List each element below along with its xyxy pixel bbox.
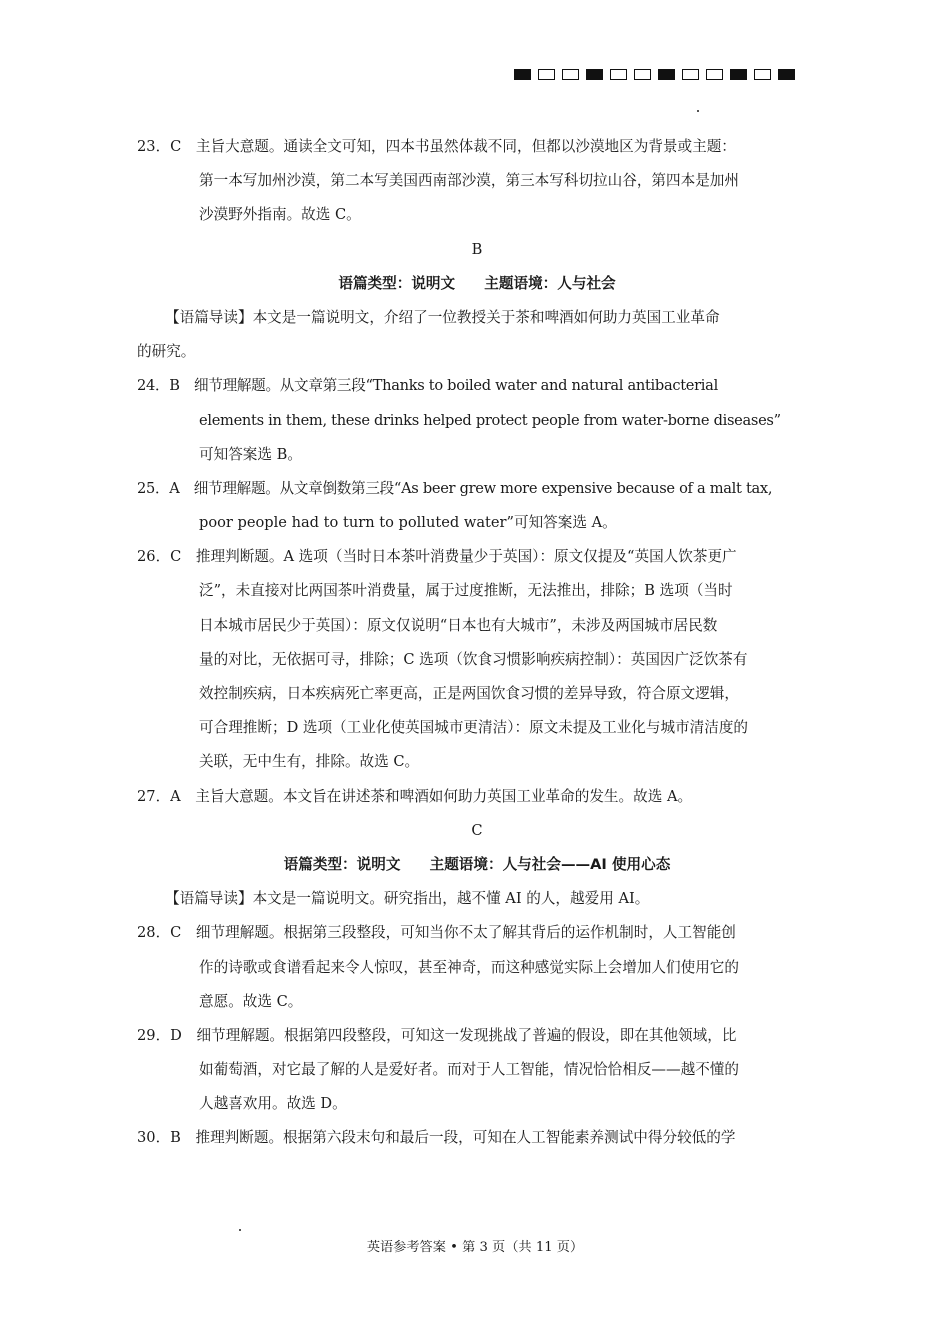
header-mark [514,69,531,80]
answer-26-line: 泛”，未直接对比两国茶叶消费量，属于过度推断，无法推出，排除；B 选项（当时 [199,582,733,600]
answer-28-line: 作的诗歌或食谱看起来令人惊叹，甚至神奇，而这种感觉实际上会增加人们使用它的 [199,958,739,976]
page-footer: 英语参考答案 • 第 3 页（共 11 页） [366,1240,584,1255]
header-mark [778,69,795,80]
answer-26-line: 可合理推断；D 选项（工业化使英国城市更清洁）：原文未提及工业化与城市清洁度的 [199,719,749,737]
header-mark [730,69,747,80]
answer-29-line: 人越喜欢用。故选 D。 [199,1095,347,1113]
answer-29-line: 29．D 细节理解题。根据第四段整段，可知这一发现挑战了普遍的假设，即在其他领域，比 [137,1026,737,1044]
section-b-heading: B [471,240,483,258]
answer-23-line: 23．C 主旨大意题。通读全文可知，四本书虽然体裁不同，但都以沙漠地区为背景或主题： [137,138,736,155]
answer-26-line: 日本城市居民少于英国）：原文仅说明“日本也有大城市”，未涉及两国城市居民数 [199,616,718,634]
section-c-heading: C [471,821,483,839]
header-mark [754,69,771,80]
answer-content [137,130,817,1156]
header-mark [586,69,603,80]
answer-26-line: 量的对比，无依据可寻，排除；C 选项（饮食习惯影响疾病控制）：英国因广泛饮茶有 [199,650,748,668]
header-mark [706,69,723,80]
answer-26-line: 效控制疾病，日本疾病死亡率更高，正是两国饮食习惯的差异导致，符合原文逻辑， [199,685,739,702]
answer-24-line: 可知答案选 B。 [199,445,302,463]
answer-23-line: 沙漠野外指南。故选 C。 [199,206,361,224]
header-mark [658,69,675,80]
answer-26-line: 26．C 推理判断题。A 选项（当时日本茶叶消费量少于英国）：原文仅提及“英国人饮茶更广 [137,548,737,566]
section-b-guide: 【语篇导读】本文是一篇说明文，介绍了一位教授关于茶和啤酒如何助力英国工业革命 [165,308,720,326]
answer-24-line: elements in them, these drinks helped protect people from water-borne diseases” [199,411,781,429]
scan-dot [239,1229,241,1231]
answer-27-line: 27．A 主旨大意题。本文旨在讲述茶和啤酒如何助力英国工业革命的发生。故选 A。 [137,787,693,805]
header-marks [514,69,795,80]
section-b-genre: 语篇类型：说明文 主题语境：人与社会 [338,274,616,292]
answer-26-line: 关联，无中生有，排除。故选 C。 [199,753,420,771]
answer-28-line: 意愿。故选 C。 [199,992,303,1010]
header-mark [682,69,699,80]
section-b-guide: 的研究。 [137,343,196,361]
scan-dot [697,110,699,112]
header-mark [610,69,627,80]
answer-29-line: 如葡萄酒，对它最了解的人是爱好者。而对于人工智能，情况恰恰相反——越不懂的 [199,1061,739,1079]
answer-25-line: poor people had to turn to polluted water”可知答案选 A。 [199,514,617,532]
answer-24-line: 24．B 细节理解题。从文章第三段“Thanks to boiled water and natural antibacterial [137,377,718,395]
section-c-genre: 语篇类型：说明文 主题语境：人与社会——AI 使用心态 [283,855,671,873]
header-mark [562,69,579,80]
header-mark [538,69,555,80]
answer-23-line: 第一本写加州沙漠，第二本写美国西南部沙漠，第三本写科切拉山谷，第四本是加州 [199,172,739,190]
answer-30-line: 30．B 推理判断题。根据第六段末句和最后一段，可知在人工智能素养测试中得分较低的学 [137,1129,736,1147]
header-mark [634,69,651,80]
answer-25-line: 25．A 细节理解题。从文章倒数第三段“As beer grew more expensive because of a malt tax, [137,479,773,497]
answer-28-line: 28．C 细节理解题。根据第三段整段，可知当你不太了解其背后的运作机制时，人工智能创 [137,924,736,942]
section-c-guide: 【语篇导读】本文是一篇说明文。研究指出，越不懂 AI 的人，越爱用 AI。 [165,890,650,908]
